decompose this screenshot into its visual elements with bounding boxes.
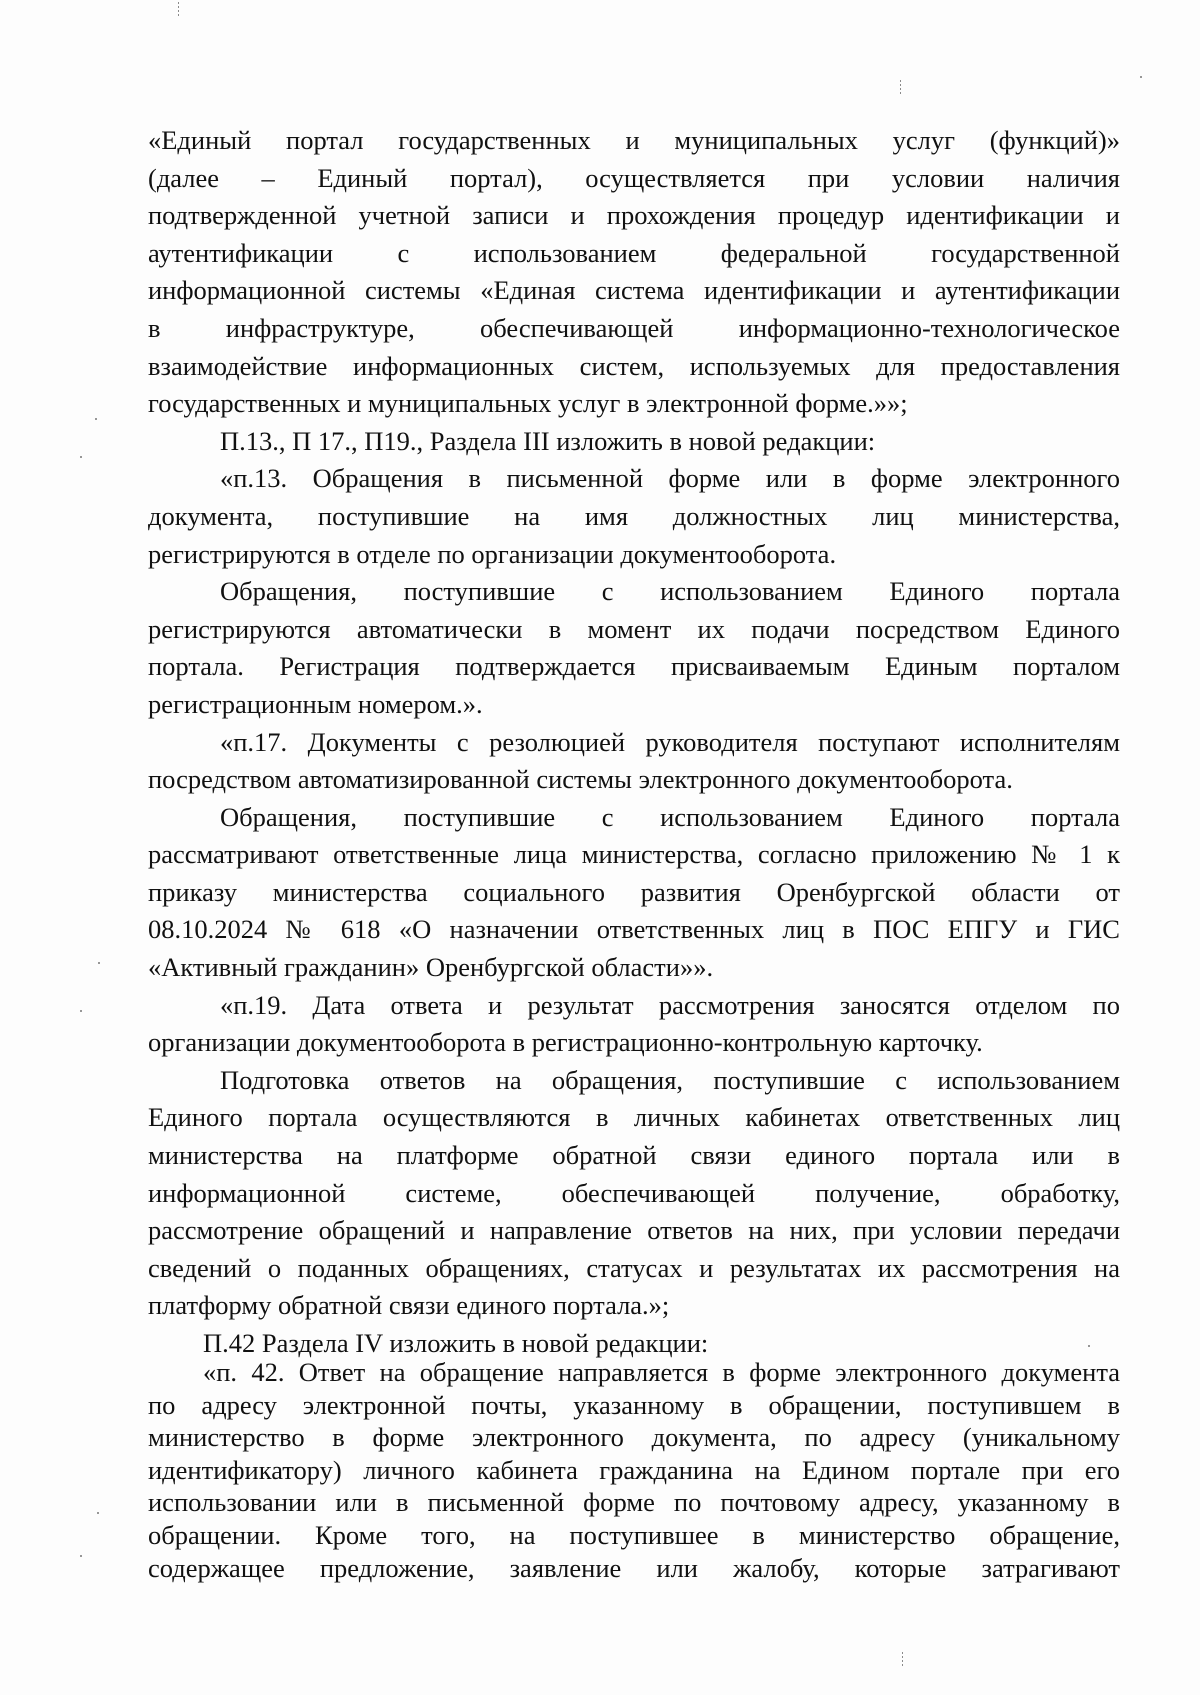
text-line: регистрационным номером.». xyxy=(148,688,483,719)
scan-artifact xyxy=(97,1512,99,1514)
text-line: документа, поступившие на имя должностных лиц министерства, xyxy=(148,500,1120,531)
paragraph-first-line: Обращения, поступившие с использованием Единого портала xyxy=(220,576,1120,607)
text-line: сведений о поданных обращениях, статусах и результатах их рассмотрения на xyxy=(148,1252,1120,1283)
text-line: (далее – Единый портал), осуществляется при условии наличия xyxy=(148,162,1120,193)
paragraph-first-line: «п. 42. Ответ на обращение направляется в форме электронного документа xyxy=(203,1357,1120,1387)
scan-artifact xyxy=(80,456,82,458)
text-line: Единого портала осуществляются в личных кабинетах ответственных лиц xyxy=(148,1102,1120,1133)
section-heading-line: П.13., П 17., П19., Раздела III изложить в новой редакции: xyxy=(220,425,876,456)
text-line: взаимодействие информационных систем, используемых для предоставления xyxy=(148,350,1120,381)
scan-artifact xyxy=(1140,76,1142,78)
text-line: в инфраструктуре, обеспечивающей информационно-технологическое xyxy=(148,312,1120,343)
text-line: регистрируются в отделе по организации документооборота. xyxy=(148,538,837,569)
scan-artifact xyxy=(1088,1345,1090,1347)
scan-artifact xyxy=(80,1555,82,1557)
text-line: «Единый портал государственных и муниципальных услуг (функций)» xyxy=(148,125,1120,155)
text-line: идентификатору) личного кабинета гражданина на Едином портале при его xyxy=(148,1454,1120,1485)
text-line: посредством автоматизированной системы электронного документооборота. xyxy=(148,764,1013,795)
text-line: содержащее предложение, заявление или жалобу, которые затрагивают xyxy=(148,1552,1120,1583)
text-line: рассматривают ответственные лица министерства, согласно приложению № 1 к xyxy=(148,839,1120,870)
scan-artifact xyxy=(95,418,97,420)
text-line: подтвержденной учетной записи и прохождения процедур идентификации и xyxy=(148,200,1120,231)
text-line: министерства на платформе обратной связи единого портала или в xyxy=(148,1140,1120,1171)
paragraph-first-line: «п.19. Дата ответа и результат рассмотрения заносятся отделом по xyxy=(220,989,1120,1020)
text-line: «Активный гражданин» Оренбургской области»». xyxy=(148,952,714,983)
paragraph-first-line: Обращения, поступившие с использованием Единого портала xyxy=(220,801,1120,832)
text-line: рассмотрение обращений и направление ответов на них, при условии передачи xyxy=(148,1215,1120,1246)
text-line: использовании или в письменной форме по почтовому адресу, указанному в xyxy=(148,1487,1120,1518)
paragraph-first-line: «п.17. Документы с резолюцией руководителя поступают исполнителям xyxy=(220,726,1120,757)
scan-artifact xyxy=(902,1652,903,1666)
text-line: информационной системе, обеспечивающей получение, обработку, xyxy=(148,1177,1120,1208)
paragraph-first-line: «п.13. Обращения в письменной форме или в форме электронного xyxy=(220,463,1120,494)
text-line: по адресу электронной почты, указанному в обращении, поступившем в xyxy=(148,1389,1120,1420)
scan-artifact xyxy=(178,2,179,16)
scan-artifact xyxy=(900,80,901,94)
text-line: регистрируются автоматически в момент их подачи посредством Единого xyxy=(148,613,1120,644)
text-line: портала. Регистрация подтверждается присваиваемым Единым порталом xyxy=(148,651,1120,682)
scan-artifact xyxy=(98,962,100,964)
text-line: обращении. Кроме того, на поступившее в министерство обращение, xyxy=(148,1519,1120,1550)
text-line: 08.10.2024 № 618 «О назначении ответственных лиц в ПОС ЕПГУ и ГИС xyxy=(148,914,1120,945)
paragraph-first-line: Подготовка ответов на обращения, поступившие с использованием xyxy=(220,1064,1120,1095)
text-line: приказу министерства социального развития Оренбургской области от xyxy=(148,876,1120,907)
text-line: аутентификации с использованием федеральной государственной xyxy=(148,237,1120,268)
text-line: государственных и муниципальных услуг в электронной форме.»»; xyxy=(148,388,908,419)
text-line: информационной системы «Единая система идентификации и аутентификации xyxy=(148,275,1120,306)
document-body-continued xyxy=(148,1356,1120,1584)
text-line: министерство в форме электронного документа, по адресу (уникальному xyxy=(148,1422,1120,1453)
text-line: организации документооборота в регистрационно-контрольную карточку. xyxy=(148,1027,983,1058)
text-line: платформу обратной связи единого портала.»; xyxy=(148,1290,670,1321)
document-body xyxy=(148,122,1120,1363)
section-heading-line: П.42 Раздела IV изложить в новой редакции: xyxy=(203,1328,709,1358)
scan-artifact xyxy=(80,1010,82,1012)
